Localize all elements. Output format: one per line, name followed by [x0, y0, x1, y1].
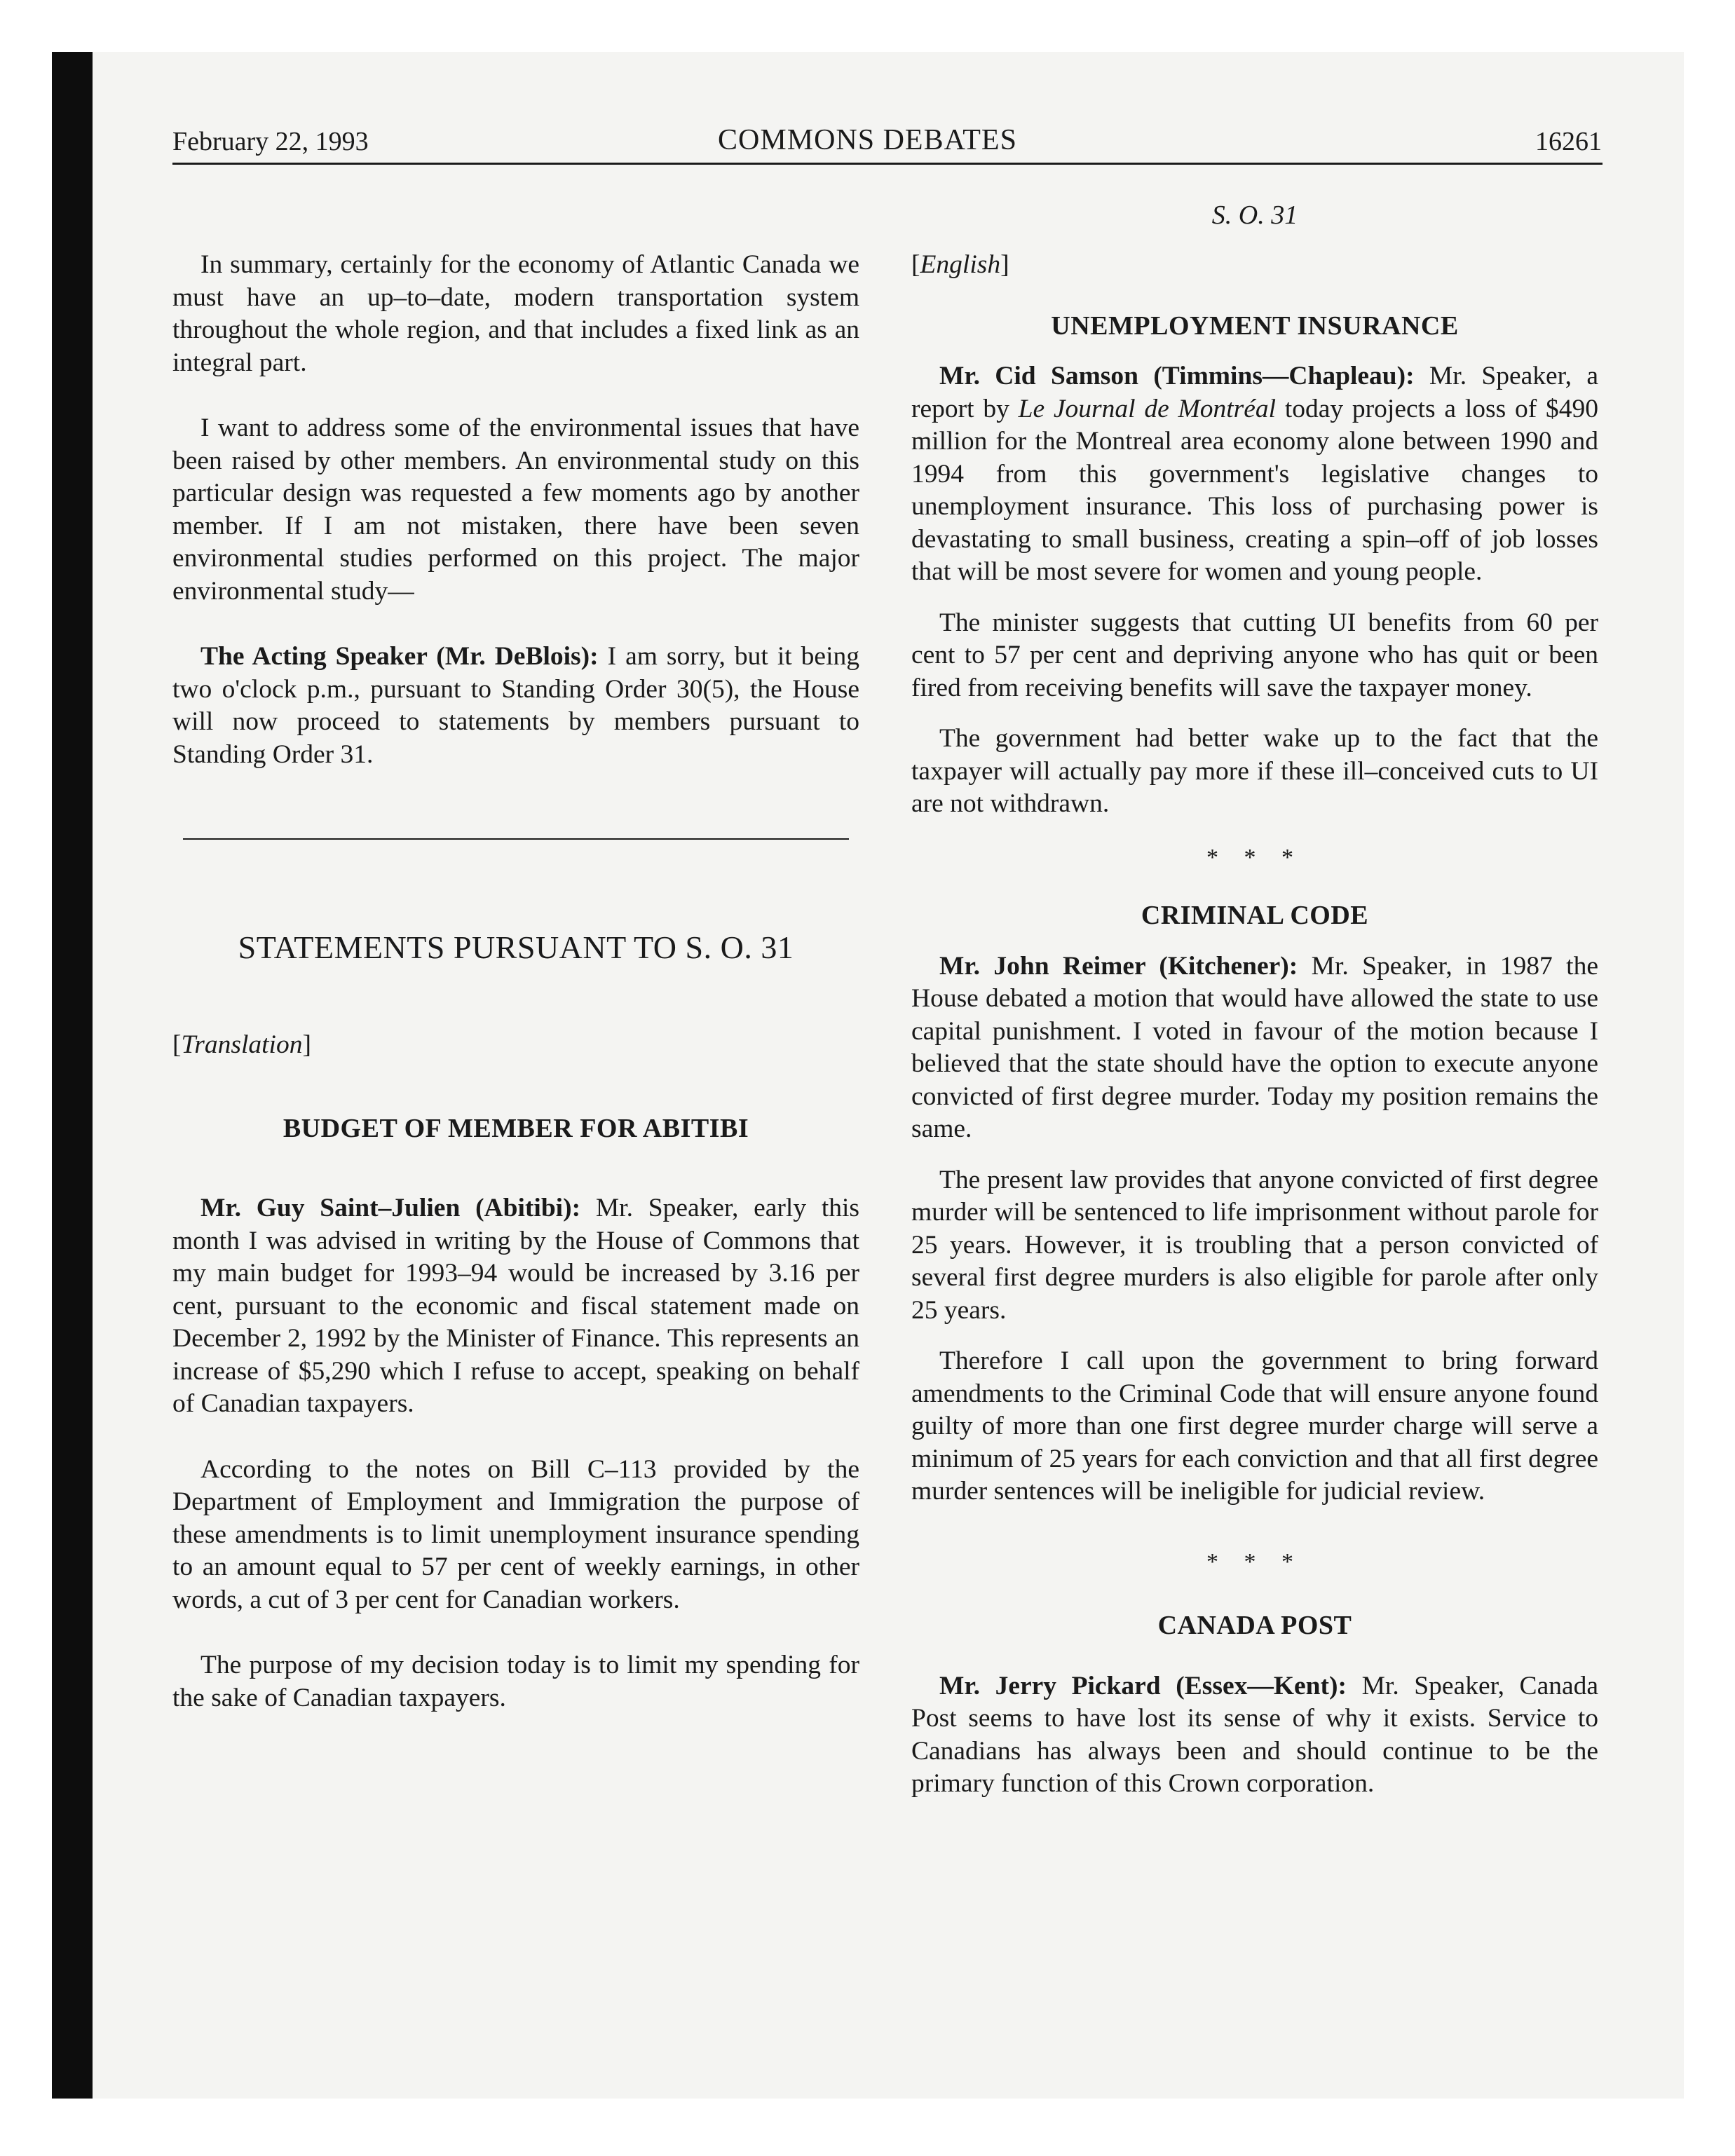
paragraph-acting-speaker: [172, 641, 859, 771]
paragraph-atlantic-summary: In summary, certainly for the economy of Atlantic Canada we must have an up–to–date, modern transportation system throughout the whole region, and that includes a fixed link as an integral part.: [172, 250, 859, 377]
paragraph-pickard: [911, 1670, 1598, 1801]
speaker-name: Mr. Cid Samson (Timmins—Chapleau):: [939, 362, 1415, 390]
header-rule: [172, 163, 1603, 165]
heading-canada-post: CANADA POST: [1157, 1611, 1352, 1640]
running-label-so31: S. O. 31: [1211, 200, 1298, 230]
paragraph-samson: Mr. Cid Samson (Timmins—Chapleau): Mr. Speaker, a report by Le Journal de Montréal today projects a loss of $490 million for the Montreal area economy alone between 1990 and 1994 from this government's legislative changes to unemployment insurance. This loss of purchasing power is devastating to small business, creating a spin–off of job losses that will be most severe for women and young people.: [911, 362, 1598, 586]
scan-edge-bar: [52, 52, 93, 2099]
paragraph-call-upon-government: Therefore I call upon the government to bring forward amendments to the Criminal Code that will ensure anyone found guilty of more than one first degree murder charge will serve a minimum of 25 years for each conviction and that all first degree murder sentences will be ineligible for judicial review.: [911, 1346, 1598, 1506]
section-heading-statements: STATEMENTS PURSUANT TO S. O. 31: [238, 929, 794, 965]
separator-stars: * * *: [1206, 1548, 1303, 1575]
heading-criminal-code: CRIMINAL CODE: [1141, 901, 1369, 930]
header-title: COMMONS DEBATES: [718, 124, 1017, 156]
paragraph-minister-suggests: The minister suggests that cutting UI benefits from 60 per cent to 57 per cent and depriving anyone who has quit or been fired from receiving benefits will save the taxpayer money.: [911, 608, 1598, 702]
paragraph-environmental: I want to address some of the environmental issues that have been raised by other members. An environmental study on this particular design was requested a few moments ago by another member. If I am not mistaken, there have been seven environmental studies performed on this project. The major environmental study—: [172, 414, 859, 606]
heading-budget-abitibi: BUDGET OF MEMBER FOR ABITIBI: [283, 1113, 749, 1143]
publication-title: Le Journal de Montréal: [1018, 394, 1277, 423]
header-date: February 22, 1993: [172, 127, 369, 156]
page-number: 16261: [1535, 127, 1602, 156]
left-column: [172, 249, 859, 1714]
speech-text: Mr. Speaker, Canada Post seems to have lost its sense of why it exists. Service to Canadians has always been and should continue to be the primary function of this Crown corporation.: [911, 1671, 1598, 1798]
speech-text: Mr. Speaker, early this month I was advised in writing by the House of Commons that my main budget for 1993–94 would be increased by 3.16 per cent, pursuant to the economic and fiscal statement made on December 2, 1992 by the Minister of Finance. This represents an increase of $5,290 which I refuse to accept, speaking on behalf of Canadian taxpayers.: [172, 1194, 860, 1418]
speaker-name: Mr. Guy Saint–Julien (Abitibi):: [200, 1194, 581, 1222]
paragraph-bill-c113: According to the notes on Bill C–113 provided by the Department of Employment and Immigration the purpose of these amendments is to limit unemployment insurance spending to an amount equal to 57 per cent of weekly earnings, in other words, a cut of 3 per cent for Canadian workers.: [172, 1454, 859, 1614]
heading-unemployment-insurance: UNEMPLOYMENT INSURANCE: [1051, 311, 1459, 341]
paragraph-saint-julien: [172, 1192, 859, 1421]
paragraph-purpose: The purpose of my decision today is to limit my spending for the sake of Canadian taxpayers.: [172, 1651, 859, 1712]
right-column: [911, 249, 1598, 1801]
paragraph-present-law: The present law provides that anyone convicted of first degree murder will be sentenced to life imprisonment without parole for 25 years. However, it is troubling that a person convicted of several first degree murders is also eligible for parole after only 25 years.: [911, 1165, 1598, 1325]
speech-text: I am sorry, but it being two o'clock p.m., pursuant to Standing Order 30(5), the House will now proceed to statements by members pursuant to Standing Order 31.: [172, 642, 859, 769]
speech-text: Mr. Speaker, in 1987 the House debated a motion that would have allowed the state to use capital punishment. I voted in favour of the motion because I believed that the state should have the option to execute anyone convicted of first degree murder. Today my position remains the same.: [911, 951, 1598, 1143]
separator-stars: * * *: [1206, 844, 1303, 871]
language-label-english: [English]: [911, 250, 1009, 279]
speaker-name: The Acting Speaker (Mr. DeBlois):: [200, 642, 599, 671]
speaker-name: Mr. John Reimer (Kitchener):: [939, 951, 1298, 981]
paragraph-reimer: [911, 950, 1598, 1146]
language-label-translation: [Translation]: [172, 1030, 311, 1059]
paragraph-government-wake-up: The government had better wake up to the fact that the taxpayer will actually pay more if these ill–conceived cuts to UI are not withdrawn.: [911, 724, 1598, 818]
speaker-name: Mr. Jerry Pickard (Essex—Kent):: [939, 1671, 1347, 1700]
